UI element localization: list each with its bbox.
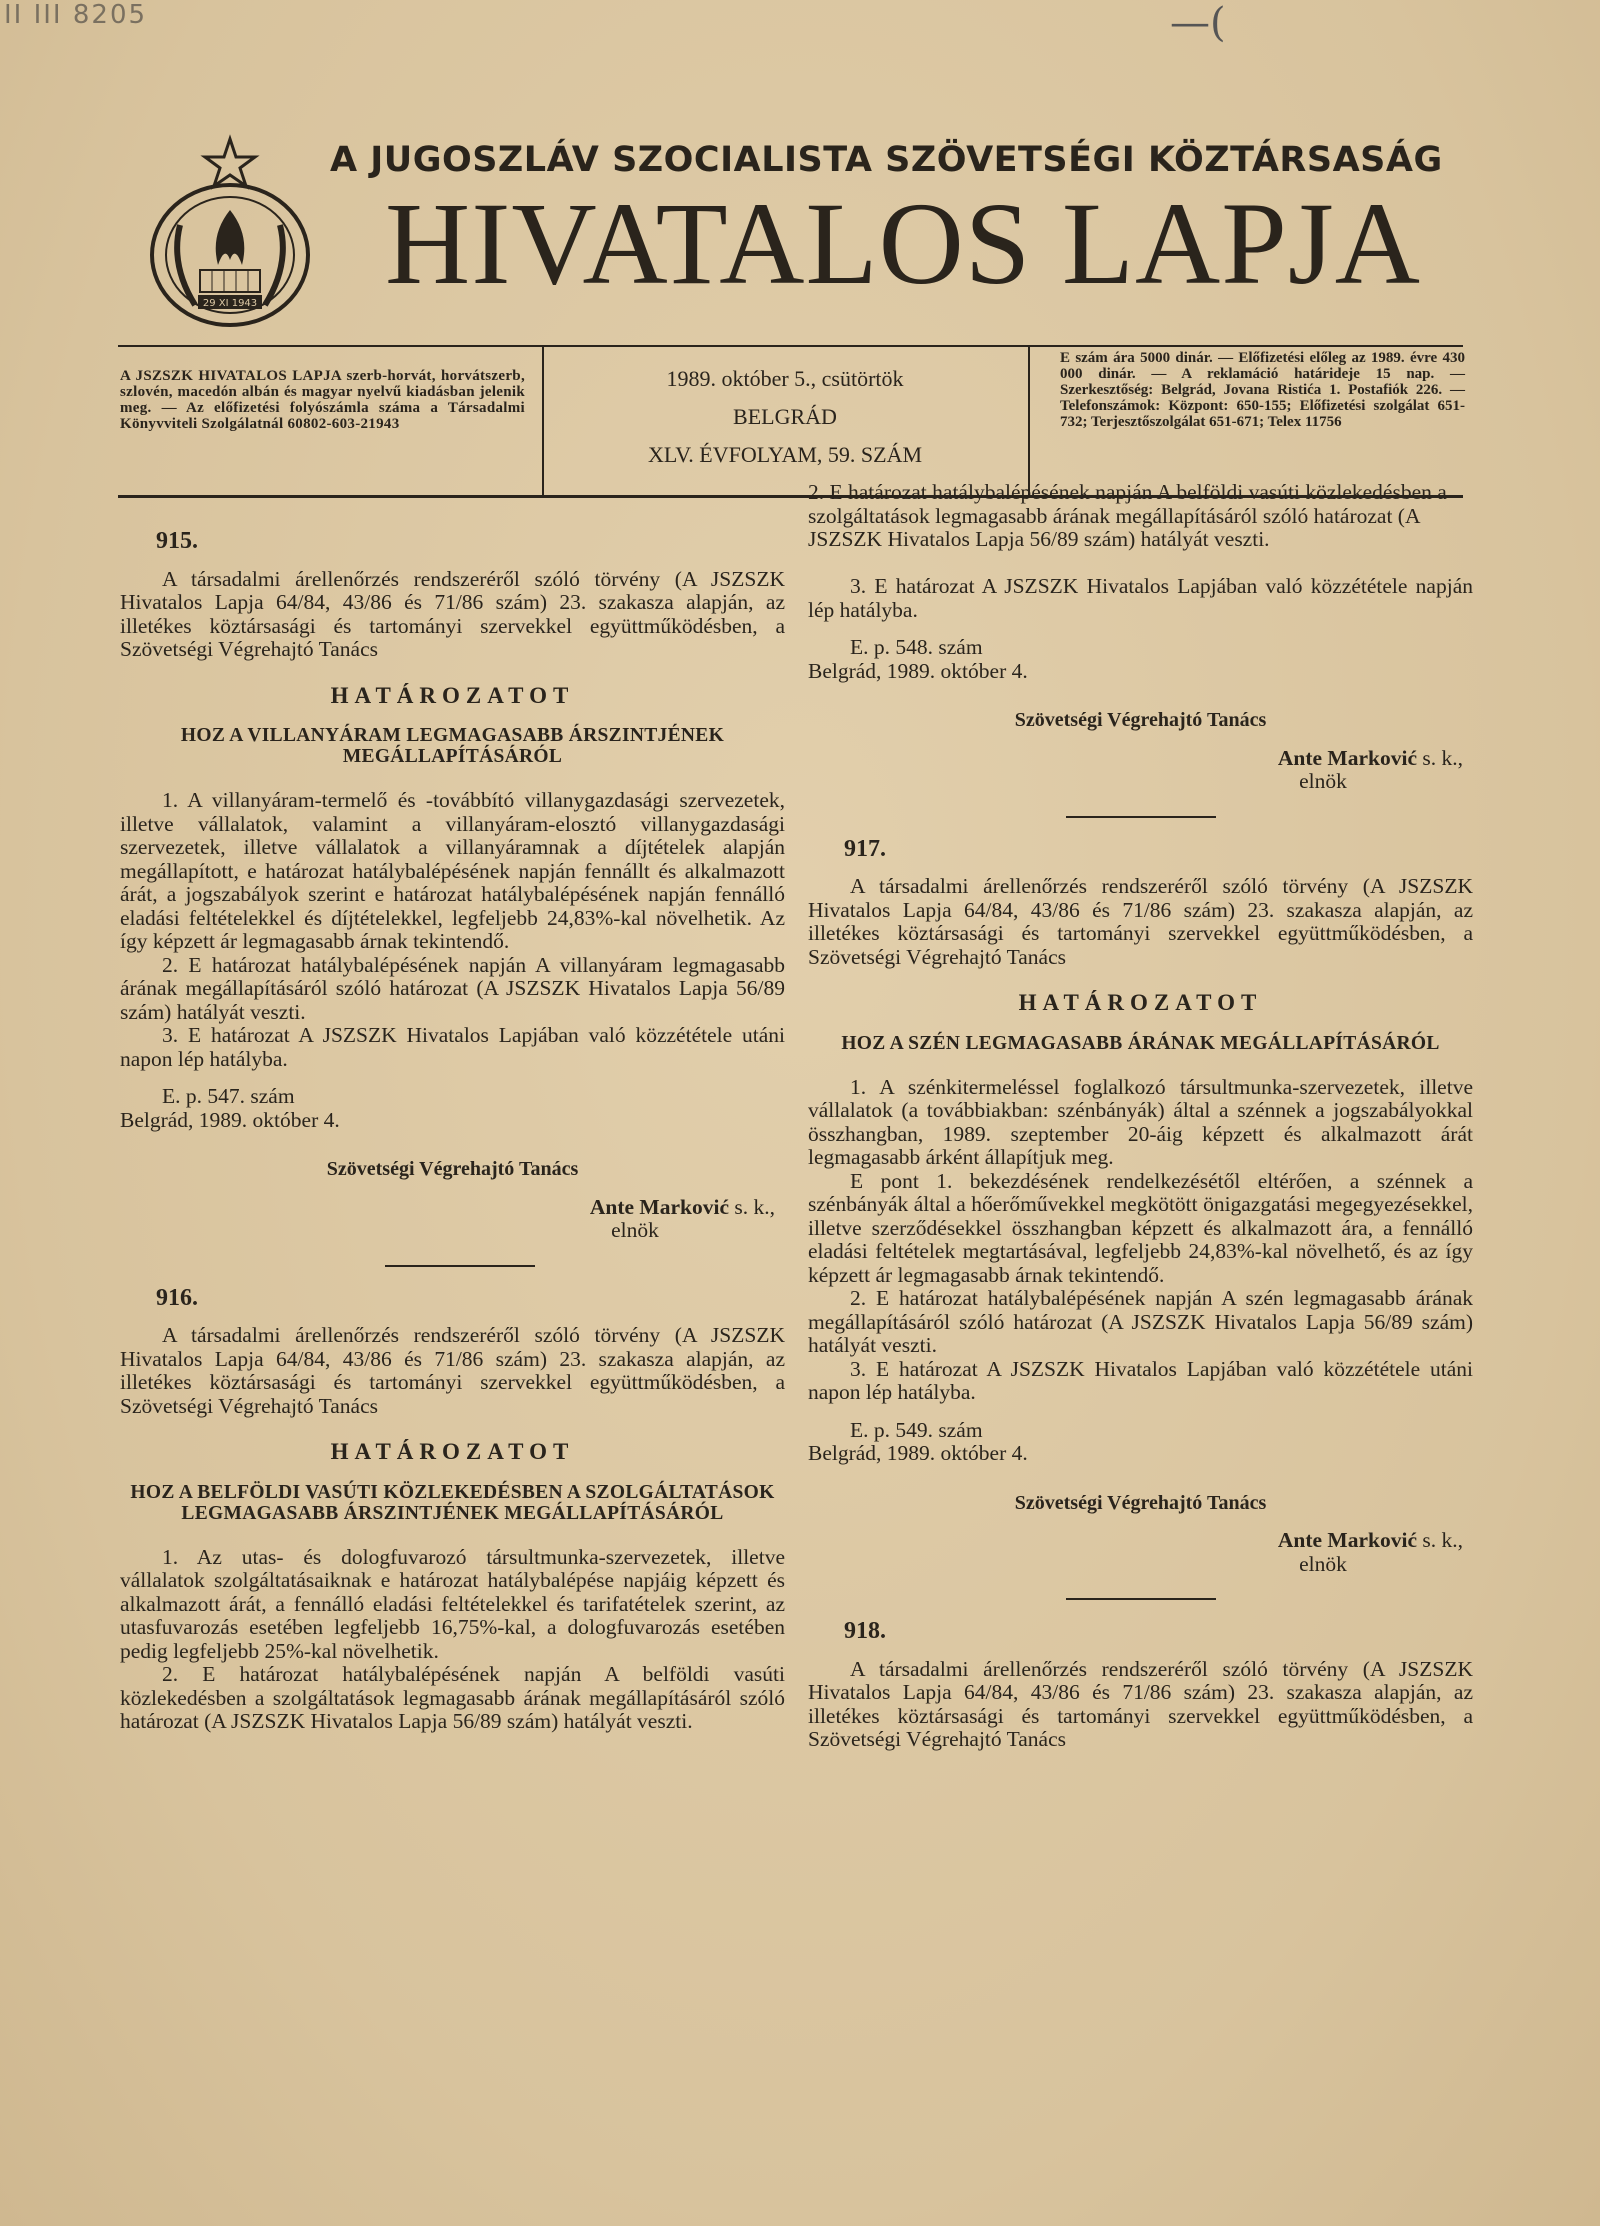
reference-number: E. p. 548. szám [850, 635, 983, 659]
paragraph: 2. E határozat hatálybalépésének napján A villanyáram legmagasabb árának megállapításáról szóló határozat (A JSZSZK Hivatalos Lapja 56/89 szám) hatályát veszti. [120, 952, 785, 1024]
reference-block [808, 1419, 1473, 1466]
issue-date: 1989. október 5., csütörtök [666, 366, 904, 391]
header-rule-top [118, 345, 1463, 347]
signature-block [1183, 1529, 1463, 1576]
section-divider [385, 1265, 535, 1267]
decree-heading: HATÁROZATOT [330, 682, 575, 708]
document-number: 917. [844, 835, 886, 862]
signer-role: elnök [1299, 769, 1347, 793]
header-separator [1028, 345, 1030, 495]
reference-date: Belgrád, 1989. október 4. [120, 1107, 340, 1132]
paragraph: 2. E határozat hatálybalépésének napján A szén legmagasabb árának megállapításáról szóló határozat (A JSZSZK Hivatalos Lapja 56/89 szám) hatályát veszti. [808, 1286, 1473, 1357]
decree-heading: HATÁROZATOT [1018, 990, 1263, 1015]
header-publication-info: A JSZSZK HIVATALOS LAPJA szerb-horvát, horvátszerb, szlovén, macedón albán és magyar nyelvű kiadásban jelenik meg. — Az előfizetési folyószámla száma a Társadalmi Könyvviteli Szolgálatnál 60802-603-21943 [120, 368, 525, 432]
signer-sk: s. k., [734, 1194, 775, 1219]
paragraph: 3. E határozat A JSZSZK Hivatalos Lapjában való közzététele utáni napon lép hatályba. [808, 1356, 1473, 1404]
paragraph: 2. E határozat hatálybalépésének napján A belföldi vasúti közlekedésben a szolgáltatások legmagasabb árának megállapításáról szóló határozat (A JSZSZK Hivatalos Lapja 56/89 szám) hatályát veszti. [120, 1662, 785, 1733]
emblem-date: 29 XI 1943 [202, 298, 258, 309]
signer-name: Ante Marković [589, 1194, 729, 1219]
document-number: 918. [844, 1618, 886, 1644]
header-separator [542, 345, 544, 495]
issue-place: BELGRÁD [733, 404, 837, 429]
paragraph: E pont 1. bekezdésének rendelkezésétől eltérően, a szénnek a szénbányák által a hőerőművekkel megkötött önigazgatási megegyezésekkel, illetve szerződésekkel összhangban képzett és alkalmazott ára, a fennálló eladási feltételek megtartásával, legfeljebb 24,83%-kal növelhető, és az így képzett ár legmagasabb árnak tekintendő. [808, 1168, 1473, 1287]
section-divider [1066, 816, 1216, 818]
masthead-supertitle: A JUGOSZLÁV SZOCIALISTA SZÖVETSÉGI KÖZTÁRSASÁG [330, 140, 1443, 180]
signer-name: Ante Marković [1277, 745, 1417, 770]
paragraph-continued: 2. E határozat hatálybalépésének napján A belföldi vasúti közlekedésben a szolgáltatások legmagasabb árának megállapításáról szóló határozat (A JSZSZK Hivatalos Lapja 56/89 szám) hatályát veszti. [808, 480, 1447, 551]
preamble: A társadalmi árellenőrzés rendszeréről szóló törvény (A JSZSZK Hivatalos Lapja 64/84, 43/86 és 71/86 szám) 23. szakasza alapján, az illetékes köztársasági és tartományi szervekkel együttműködésben, a Szövetségi Végrehajtó Tanács [808, 874, 1473, 969]
signer-role: elnök [1299, 1551, 1347, 1576]
signature-block [495, 1196, 775, 1243]
header-issue-info [545, 360, 1025, 474]
signer-sk: s. k., [1422, 745, 1463, 770]
right-column [808, 480, 1473, 1752]
preamble: A társadalmi árellenőrzés rendszeréről szóló törvény (A JSZSZK Hivatalos Lapja 64/84, 43/86 és 71/86 szám) 23. szakasza alapján, az illetékes köztársasági és tartományi szervekkel együttműködésben, a Szövetségi Végrehajtó Tanács [808, 1656, 1473, 1751]
document-number: 916. [156, 1284, 198, 1311]
decree-subject: HOZ A SZÉN LEGMAGASABB ÁRÁNAK MEGÁLLAPÍTÁSÁRÓL [841, 1032, 1440, 1054]
reference-date: Belgrád, 1989. október 4. [808, 1441, 1028, 1465]
paragraph: 1. A villanyáram-termelő és -továbbító villanygazdasági szervezetek, illetve vállalatok, valamint a villanyáram-elosztó villanygazdasági szervezetek, illetve vállalatok a villanyáramnak a díjtételek alapján megállapított, e határozat hatálybalépésének napján fennállt és alkalmazott árát, a jogszabályok szerint e határozat hatálybalépésének napján fennálló eladási feltételekkel és díjtételekkel, legfeljebb 24,83%-kal növelhetik. Az így képzett ár legmagasabb árnak tekintendő. [120, 788, 785, 953]
decree-subject: HOZ A BELFÖLDI VASÚTI KÖZLEKEDÉSBEN A SZOLGÁLTATÁSOK LEGMAGASABB ÁRSZINTJÉNEK MEGÁLLAPÍTÁSÁRÓL [130, 1481, 775, 1524]
paragraph: 3. E határozat A JSZSZK Hivatalos Lapjában való közzététele napján lép hatályba. [808, 574, 1473, 622]
decree-heading: HATÁROZATOT [330, 1439, 575, 1464]
decree-subject: HOZ A VILLANYÁRAM LEGMAGASABB ÁRSZINTJÉNEK MEGÁLLAPÍTÁSÁRÓL [180, 725, 725, 767]
reference-number: E. p. 549. szám [850, 1417, 983, 1442]
issue-volume: XLV. ÉVFOLYAM, 59. SZÁM [647, 442, 923, 467]
archive-mark: II III 8205 [4, 0, 148, 30]
issuing-council: Szövetségi Végrehajtó Tanács [1014, 709, 1267, 731]
paragraph: 1. Az utas- és dologfuvarozó társultmunka-szervezetek, illetve vállalatok szolgáltatásaiknak e határozat hatálybalépése napjáig képzett és alkalmazott árát, a fennálló eladási feltételekkel és tarifatételek szerint, az utasfuvarozás esetében legfeljebb 16,75%-kal, a dologfuvarozás esetében pedig legfeljebb 25%-kal növelhetik. [120, 1544, 785, 1663]
reference-date: Belgrád, 1989. október 4. [808, 658, 1028, 683]
left-column [120, 528, 785, 1733]
preamble: A társadalmi árellenőrzés rendszeréről szóló törvény (A JSZSZK Hivatalos Lapja 64/84, 43/86 és 71/86 szám) 23. szakasza alapján, az illetékes köztársasági és tartományi szervekkel együttműködésben, a Szövetségi Végrehajtó Tanács [120, 1323, 785, 1418]
signer-role: elnök [611, 1218, 659, 1242]
document-number: 915. [156, 528, 198, 554]
masthead-title: HIVATALOS LAPJA [385, 178, 1421, 309]
reference-block [808, 636, 1473, 683]
state-emblem-icon [140, 135, 320, 335]
signer-sk: s. k., [1422, 1528, 1463, 1552]
preamble: A társadalmi árellenőrzés rendszeréről szóló törvény (A JSZSZK Hivatalos Lapja 64/84, 43/86 és 71/86 szám) 23. szakasza alapján, az illetékes köztársasági és tartományi szervekkel együttműködésben, a Szövetségi Végrehajtó Tanács [120, 566, 785, 661]
signer-name: Ante Marković [1277, 1528, 1417, 1552]
ink-mark: —( [1170, 0, 1226, 46]
issuing-council: Szövetségi Végrehajtó Tanács [1014, 1491, 1267, 1514]
reference-number: E. p. 547. szám [162, 1084, 295, 1108]
signature-block [1183, 747, 1463, 794]
section-divider [1066, 1598, 1216, 1600]
header-price-info: E szám ára 5000 dinár. — Előfizetési előleg az 1989. évre 430 000 dinár. — A reklamáció határideje 15 nap. — Szerkesztőség: Belgrád, Jovana Ristića 1. Postafiók 226. — Telefonszámok: Központ: 650-155; Előfizetési szolgálat 651-732; Terjesztőszolgálat 651-671; Telex 11756 [1060, 350, 1465, 430]
paragraph: 1. A szénkitermeléssel foglalkozó társultmunka-szervezetek, illetve vállalatok (a továbbiakban: szénbányák) által a szénnek a jogszabályokkal összhangban, 1989. szeptember 20-áig képzett és alkalmazott árát legmagasabb árként állapítjuk meg. [808, 1074, 1473, 1169]
issuing-council: Szövetségi Végrehajtó Tanács [326, 1158, 579, 1180]
reference-block [120, 1085, 785, 1132]
paragraph: 3. E határozat A JSZSZK Hivatalos Lapjában való közzététele utáni napon lép hatályba. [120, 1023, 785, 1071]
